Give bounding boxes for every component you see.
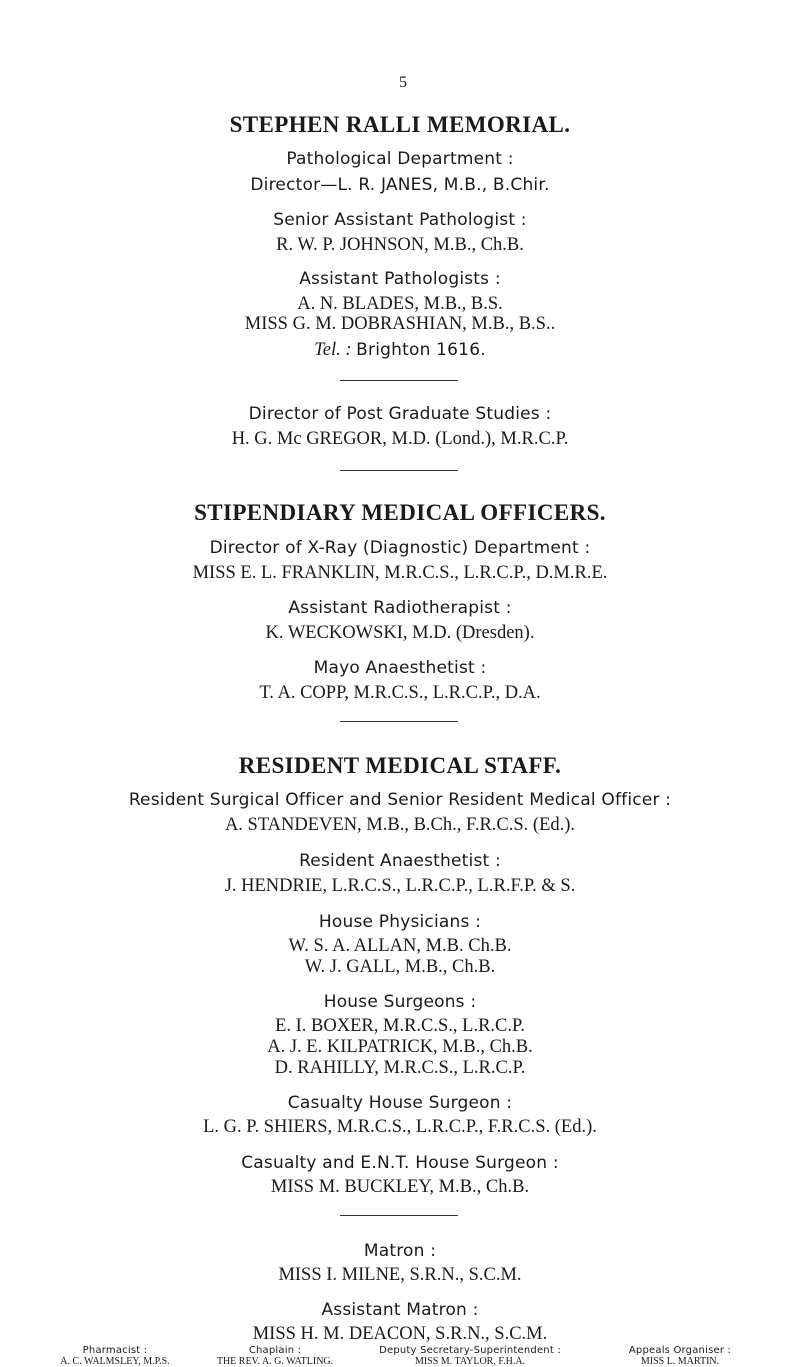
appeals-organiser-name: MISS L. MARTIN. — [640, 1356, 720, 1367]
assistant-pathologists-label: Assistant Pathologists : — [299, 269, 501, 289]
casualty-surgeon-name: L. G. P. SHIERS, M.R.C.S., L.R.C.P., F.R.C.S. (Ed.). — [203, 1117, 597, 1137]
chaplain-label: Chaplain : — [248, 1345, 302, 1356]
divider — [340, 1215, 458, 1216]
section-heading-ralli: STEPHEN RALLI MEMORIAL. — [229, 112, 571, 137]
radiotherapist-name: K. WECKOWSKI, M.D. (Dresden). — [265, 623, 535, 643]
assistant-pathologist-1: A. N. BLADES, M.B., B.S. — [297, 294, 503, 314]
ent-surgeon-name: MISS M. BUCKLEY, M.B., Ch.B. — [270, 1177, 530, 1197]
casualty-surgeon-label: Casualty House Surgeon : — [287, 1093, 513, 1113]
telephone-label: Tel. : — [314, 340, 352, 360]
pharmacist-name: A. C. WALMSLEY, M.P.S. — [60, 1356, 170, 1367]
postgrad-director-label: Director of Post Graduate Studies : — [248, 404, 552, 424]
rso-name: A. STANDEVEN, M.B., B.Ch., F.R.C.S. (Ed.). — [224, 815, 576, 835]
pharmacist-label: Pharmacist : — [82, 1345, 148, 1356]
page-number: 5 — [399, 74, 407, 91]
house-surgeons-label: House Surgeons : — [323, 992, 477, 1012]
pathology-dept-label: Pathological Department : — [286, 149, 514, 169]
radiotherapist-label: Assistant Radiotherapist : — [288, 598, 512, 618]
mayo-anaesthetist-label: Mayo Anaesthetist : — [313, 658, 487, 678]
assistant-matron-label: Assistant Matron : — [321, 1300, 479, 1320]
xray-director-name: MISS E. L. FRANKLIN, M.R.C.S., L.R.C.P., D.M.R.E. — [192, 563, 608, 583]
appeals-organiser-label: Appeals Organiser : — [628, 1345, 732, 1356]
rso-label: Resident Surgical Officer and Senior Resident Medical Officer : — [128, 790, 672, 810]
chaplain-name: THE REV. A. G. WATLING. — [216, 1356, 334, 1367]
house-physician-1: W. S. A. ALLAN, M.B. Ch.B. — [288, 936, 512, 956]
telephone-value: Brighton 1616. — [356, 340, 486, 360]
house-surgeon-2: A. J. E. KILPATRICK, M.B., Ch.B. — [267, 1037, 533, 1057]
xray-director-label: Director of X-Ray (Diagnostic) Department : — [209, 538, 591, 558]
assistant-matron-name: MISS H. M. DEACON, S.R.N., S.C.M. — [252, 1324, 548, 1344]
telephone-line — [0, 339, 800, 361]
divider — [340, 721, 458, 722]
matron-label: Matron : — [363, 1241, 437, 1261]
ent-surgeon-label: Casualty and E.N.T. House Surgeon : — [241, 1153, 559, 1173]
matron-name: MISS I. MILNE, S.R.N., S.C.M. — [278, 1265, 522, 1285]
deputy-secretary-name: MISS M. TAYLOR, F.H.A. — [414, 1356, 526, 1367]
mayo-anaesthetist-name: T. A. COPP, M.R.C.S., L.R.C.P., D.A. — [259, 683, 541, 703]
postgrad-director-name: H. G. Mc GREGOR, M.D. (Lond.), M.R.C.P. — [231, 429, 569, 449]
deputy-secretary-label: Deputy Secretary-Superintendent : — [379, 1345, 561, 1356]
section-heading-resident: RESIDENT MEDICAL STAFF. — [238, 753, 562, 778]
senior-pathologist-label: Senior Assistant Pathologist : — [273, 210, 527, 230]
house-surgeon-1: E. I. BOXER, M.R.C.S., L.R.C.P. — [275, 1016, 525, 1036]
senior-pathologist-name: R. W. P. JOHNSON, M.B., Ch.B. — [276, 235, 524, 255]
assistant-pathologist-2: MISS G. M. DOBRASHIAN, M.B., B.S.. — [244, 314, 556, 334]
divider — [340, 380, 458, 381]
section-heading-stipendiary: STIPENDIARY MEDICAL OFFICERS. — [194, 500, 606, 525]
resident-anaesthetist-label: Resident Anaesthetist : — [299, 851, 501, 871]
house-surgeon-3: D. RAHILLY, M.R.C.S., L.R.C.P. — [274, 1058, 526, 1078]
resident-anaesthetist-name: J. HENDRIE, L.R.C.S., L.R.C.P., L.R.F.P. & S. — [224, 876, 576, 896]
pathology-director: Director—L. R. JANES, M.B., B.Chir. — [250, 175, 550, 195]
divider — [340, 470, 458, 471]
house-physician-2: W. J. GALL, M.B., Ch.B. — [304, 957, 496, 977]
house-physicians-label: House Physicians : — [318, 912, 482, 932]
